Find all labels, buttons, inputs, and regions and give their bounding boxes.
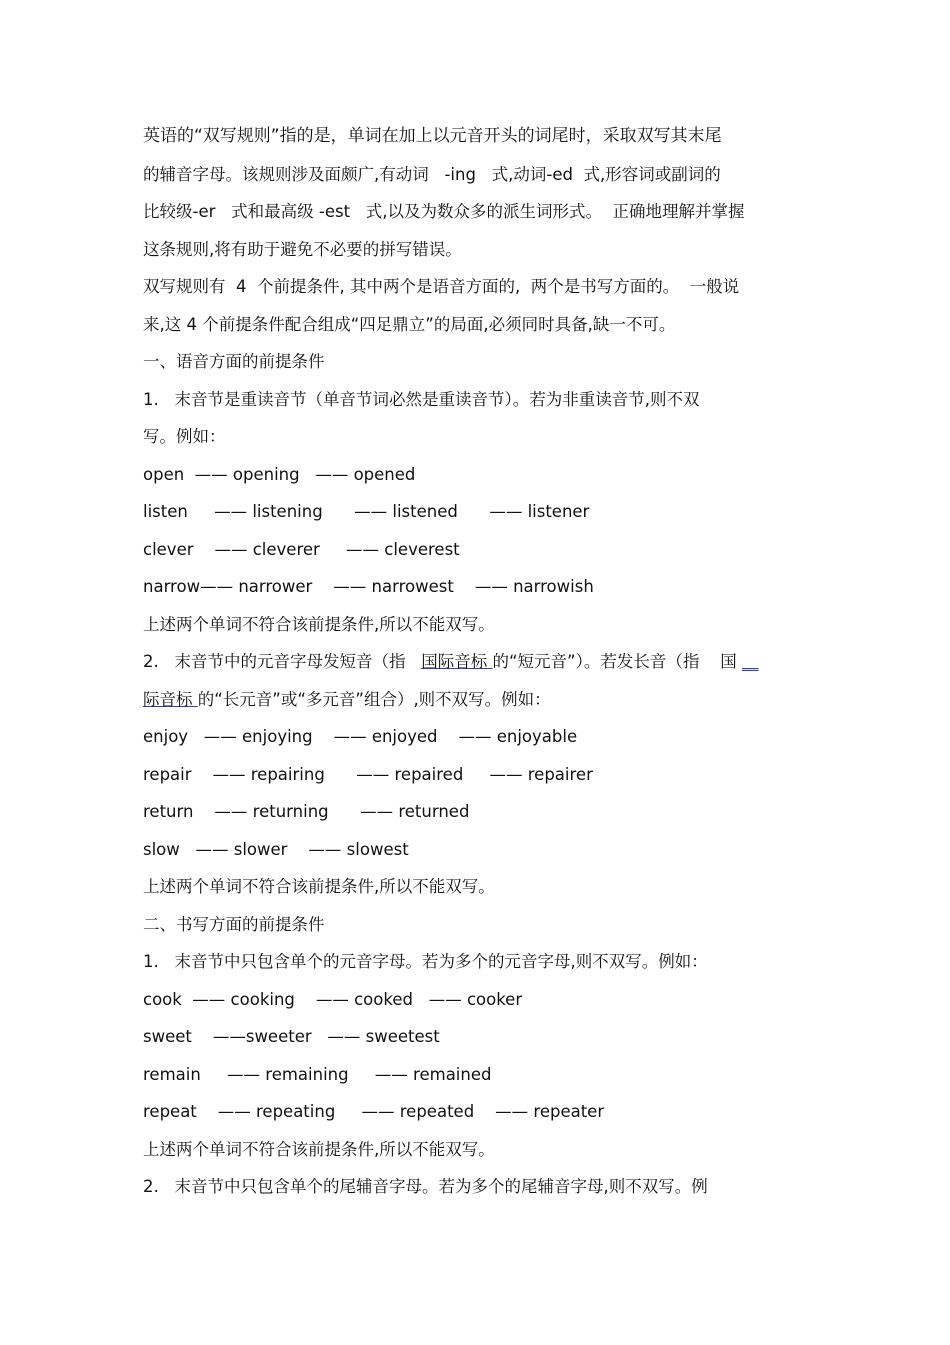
document-body xyxy=(143,118,823,1206)
paragraph-line: 上述两个单词不符合该前提条件,所以不能双写。 xyxy=(143,877,495,896)
rule-item: 1. 末音节中只包含单个的元音字母。若为多个的元音字母,则不双写。例如： xyxy=(143,952,708,971)
example-line: listen —— listening —— listened —— listener xyxy=(143,502,590,521)
example-line: remain —— remaining —— remained xyxy=(143,1064,492,1084)
section-heading: 二、书写方面的前提条件 xyxy=(143,914,325,934)
rule-item: 1. 末音节是重读音节（单音节词必然是重读音节）。若为非重读音节,则不双 xyxy=(143,389,700,409)
paragraph-line: 来,这 4 个前提条件配合组成“四足鼎立”的局面,必须同时具备,缺一不可。 xyxy=(143,314,676,334)
example-line: slow —— slower —— slowest xyxy=(143,839,409,859)
ipa-link[interactable]: 国际音标 xyxy=(421,652,493,671)
example-line: narrow—— narrower —— narrowest —— narrowish xyxy=(143,577,594,596)
example-line: return —— returning —— returned xyxy=(143,802,470,821)
paragraph-line: 的辅音字母。该规则涉及面颇广,有动词 -ing 式,动词-ed 式,形容词或副词的 xyxy=(143,164,721,184)
ipa-link-continued[interactable]: __ xyxy=(742,652,759,671)
paragraph-line: 比较级-er 式和最高级 -est 式,以及为数众多的派生词形式。 正确地理解并掌握 xyxy=(143,202,745,221)
rule-item xyxy=(143,643,823,681)
paragraph-line: 英语的“双写规则”指的是，单词在加上以元音开头的词尾时，采取双写其末尾 xyxy=(143,126,722,146)
text: 的“短元音”）。若发长音（指 国 xyxy=(492,652,743,671)
example-line: cook —— cooking —— cooked —— cooker xyxy=(143,989,523,1009)
paragraph-line: 写。例如： xyxy=(143,427,226,446)
text: 2. 末音节中的元音字母发短音（指 xyxy=(143,652,422,671)
paragraph-line: 双写规则有 4 个前提条件, 其中两个是语音方面的, 两个是书写方面的。 一般说 xyxy=(143,277,740,296)
paragraph-line xyxy=(143,681,823,719)
example-line: sweet ——sweeter —— sweetest xyxy=(143,1027,440,1046)
example-line: enjoy —— enjoying —— enjoyed —— enjoyable xyxy=(143,727,578,746)
example-line: repeat —— repeating —— repeated —— repeater xyxy=(143,1102,605,1121)
section-heading: 一、语音方面的前提条件 xyxy=(143,352,325,371)
ipa-link[interactable]: 际音标 xyxy=(143,689,198,709)
example-line: clever —— cleverer —— cleverest xyxy=(143,539,460,559)
rule-item: 2. 末音节中只包含单个的尾辅音字母。若为多个的尾辅音字母,则不双写。例 xyxy=(143,1177,708,1196)
example-line: open —— opening —— opened xyxy=(143,464,416,484)
paragraph-line: 上述两个单词不符合该前提条件,所以不能双写。 xyxy=(143,614,495,634)
text: 的“长元音”或“多元音”组合）,则不双写。例如： xyxy=(197,689,551,709)
example-line: repair —— repairing —— repaired —— repairer xyxy=(143,764,593,784)
paragraph-line: 这条规则,将有助于避免不必要的拼写错误。 xyxy=(143,239,462,259)
paragraph-line: 上述两个单词不符合该前提条件,所以不能双写。 xyxy=(143,1139,495,1159)
